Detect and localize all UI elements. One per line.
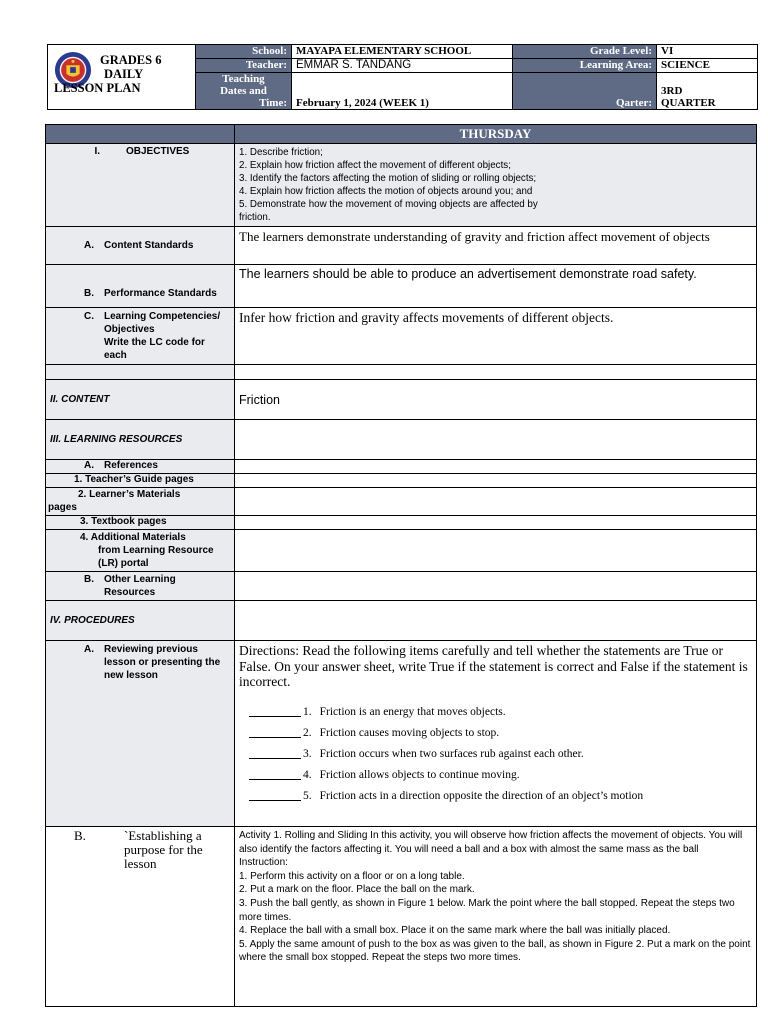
item-number: 5.: [303, 789, 312, 802]
content-standards-text: The learners demonstrate understanding of gravity and friction affect movement of objects: [235, 227, 757, 265]
objective-item: 2. Explain how friction affect the movement of different objects;: [239, 160, 511, 171]
competencies-label: [46, 308, 235, 365]
quarter-label: Qarter:: [513, 73, 657, 110]
header-info-table: [195, 44, 758, 110]
title-line-2: DAILY: [104, 67, 144, 81]
establishing-purpose-row: [46, 827, 757, 1007]
establishing-purpose-line: purpose for the: [124, 842, 203, 857]
references-title: References: [104, 460, 158, 471]
references-label: [46, 460, 235, 474]
dates-label: [196, 73, 292, 110]
answer-blank: [249, 727, 301, 738]
true-false-activity: [235, 641, 757, 827]
procedures-value: [235, 601, 757, 641]
grade-level-value: VI: [657, 45, 758, 59]
teachers-guide-row: [46, 474, 757, 488]
competencies-label-line: each: [104, 350, 127, 361]
directions-text: Directions: Read the following items carefully and tell whether the statements are True or False. On your answer sheet, write True if the statement is correct and False if the statement is incorrect.: [239, 643, 748, 689]
competencies-label-line: Write the LC code for: [104, 337, 205, 348]
content-section-label: II. CONTENT: [46, 380, 235, 420]
item-text: Friction acts in a direction opposite the direction of an object’s motion: [319, 789, 644, 802]
other-resources-label: [46, 572, 235, 601]
other-resources-row: [46, 572, 757, 601]
lesson-plan-table: [45, 124, 757, 1007]
learners-materials-label: [46, 488, 235, 516]
answer-blank: [249, 790, 301, 801]
activity-paragraph: 4. Replace the ball with a small box. Place it on the same mark where the ball was initially placed.: [239, 925, 671, 937]
teacher-label: Teacher:: [196, 59, 292, 73]
activity-text: [235, 827, 757, 1007]
resources-row: [46, 420, 757, 460]
dates-label-line-1: Teaching: [222, 73, 265, 85]
lesson-plan-header: [47, 44, 757, 110]
item-number: 2.: [303, 726, 312, 739]
content-row: [46, 380, 757, 420]
reviewing-label: [46, 641, 235, 827]
objectives-number: I.: [94, 146, 100, 157]
textbook-value: [235, 516, 757, 530]
performance-standards-text: The learners should be able to produce an advertisement demonstrate road safety.: [235, 265, 757, 308]
other-resources-line: Other Learning: [104, 574, 176, 585]
competencies-label-line: Objectives: [104, 324, 155, 335]
title-line-1: GRADES 6: [100, 53, 162, 67]
title-box: [47, 44, 197, 110]
additional-materials-label: [46, 530, 235, 572]
dates-value: February 1, 2024 (WEEK 1): [292, 73, 513, 110]
procedures-section-label: IV. PROCEDURES: [46, 601, 235, 641]
activity-paragraph: 2. Put a mark on the floor. Place the ball on the mark.: [239, 884, 475, 896]
activity-paragraph: 3. Push the ball gently, as shown in Figure 1 below. Mark the point where the ball stopped. Repeat the steps two more times.: [239, 897, 735, 923]
reviewing-label-line: new lesson: [104, 670, 158, 681]
objectives-row: [46, 144, 757, 227]
objective-item: 4. Explain how friction affects the motion of objects around you; and: [239, 186, 533, 197]
textbook-label: 3. Textbook pages: [46, 516, 235, 530]
references-letter: A.: [84, 460, 94, 471]
objective-item: 3. Identify the factors affecting the motion of sliding or rolling objects;: [239, 173, 537, 184]
quarter-value-line-2: QUARTER: [661, 97, 716, 109]
learners-materials-line: pages: [48, 502, 77, 513]
additional-materials-line: from Learning Resource: [98, 545, 214, 556]
lesson-plan-title: [54, 53, 161, 95]
activity-paragraph: Activity 1. Rolling and Sliding In this activity, you will observe how friction affects the movement of objects. You will also identify the factors affecting it. You will need a ball and a box with almost the same mass as the ball: [239, 830, 743, 855]
day-header-row: [46, 125, 757, 144]
school-value: MAYAPA ELEMENTARY SCHOOL: [292, 45, 513, 59]
reviewing-row: [46, 641, 757, 827]
additional-materials-value: [235, 530, 757, 572]
establishing-purpose-label: [46, 827, 235, 1007]
learners-materials-line: 2. Learner’s Materials: [78, 489, 181, 500]
performance-standards-letter: B.: [84, 288, 94, 299]
additional-materials-line: (LR) portal: [98, 558, 149, 569]
grade-level-label: Grade Level:: [513, 45, 657, 59]
content-standards-label: [46, 227, 235, 265]
competencies-text: Infer how friction and gravity affects movements of different objects.: [235, 308, 757, 365]
item-number: 1.: [303, 705, 312, 718]
spacer-row: [46, 365, 757, 380]
day-header-blank: [46, 125, 235, 144]
true-false-item: [249, 748, 752, 760]
quarter-value-line-1: 3RD: [661, 85, 683, 97]
spacer-cell: [235, 365, 757, 380]
teachers-guide-value: [235, 474, 757, 488]
dates-label-line-3: Time:: [259, 97, 287, 109]
objective-item: 5. Demonstrate how the movement of moving objects are affected by: [239, 199, 538, 210]
content-standards-letter: A.: [84, 240, 94, 251]
activity-paragraph: 1. Perform this activity on a floor or on a long table.: [239, 870, 465, 882]
item-text: Friction causes moving objects to stop.: [319, 726, 500, 739]
establishing-purpose-letter: B.: [74, 828, 86, 843]
objectives-title: OBJECTIVES: [126, 146, 190, 157]
true-false-item: [249, 727, 752, 739]
objective-item: 1. Describe friction;: [239, 147, 323, 158]
answer-blank: [249, 769, 301, 780]
reviewing-label-line: Reviewing previous: [104, 644, 198, 655]
answer-blank: [249, 748, 301, 759]
item-text: Friction allows objects to continue moving.: [319, 768, 520, 781]
true-false-item: [249, 790, 752, 802]
content-text: Friction: [235, 380, 757, 420]
other-resources-value: [235, 572, 757, 601]
teacher-value: EMMAR S. TANDANG: [292, 59, 513, 73]
procedures-row: [46, 601, 757, 641]
activity-paragraph: Instruction:: [239, 857, 288, 869]
reviewing-letter: A.: [84, 644, 94, 655]
other-resources-letter: B.: [84, 574, 94, 585]
additional-materials-line: 4. Additional Materials: [80, 532, 186, 543]
item-number: 3.: [303, 747, 312, 760]
day-header: THURSDAY: [235, 125, 757, 144]
textbook-row: [46, 516, 757, 530]
activity-paragraph: 5. Apply the same amount of push to the box as was given to the ball, as shown in Figure 2. Put a mark on the point where the small box stopped. Repeat the steps two more times.: [239, 938, 751, 964]
dates-label-line-2: Dates and: [220, 85, 267, 97]
other-resources-line: Resources: [104, 587, 156, 598]
learners-materials-row: [46, 488, 757, 516]
resources-value: [235, 420, 757, 460]
quarter-value: [657, 73, 758, 110]
learning-area-label: Learning Area:: [513, 59, 657, 73]
establishing-purpose-line: `Establishing a: [124, 828, 202, 843]
title-line-3: LESSON PLAN: [54, 81, 141, 95]
resources-section-label: III. LEARNING RESOURCES: [46, 420, 235, 460]
item-text: Friction is an energy that moves objects.: [319, 705, 506, 718]
item-number: 4.: [303, 768, 312, 781]
competencies-letter: C.: [84, 311, 94, 322]
performance-standards-row: [46, 265, 757, 308]
competencies-row: [46, 308, 757, 365]
spacer-cell: [46, 365, 235, 380]
performance-standards-title: Performance Standards: [104, 288, 217, 299]
learners-materials-value: [235, 488, 757, 516]
objectives-list: [235, 144, 757, 227]
objective-item: friction.: [239, 212, 271, 223]
true-false-item: [249, 769, 752, 781]
content-standards-title: Content Standards: [104, 240, 194, 251]
school-label: School:: [196, 45, 292, 59]
teachers-guide-label: 1. Teacher’s Guide pages: [46, 474, 235, 488]
reviewing-label-line: lesson or presenting the: [104, 657, 221, 668]
learning-area-value: SCIENCE: [657, 59, 758, 73]
content-standards-row: [46, 227, 757, 265]
answer-blank: [249, 706, 301, 717]
establishing-purpose-line: lesson: [124, 856, 157, 871]
competencies-label-line: Learning Competencies/: [104, 311, 221, 322]
performance-standards-label: [46, 265, 235, 308]
item-text: Friction occurs when two surfaces rub against each other.: [319, 747, 584, 760]
objectives-label: [46, 144, 235, 227]
additional-materials-row: [46, 530, 757, 572]
true-false-item: [249, 706, 752, 718]
references-value: [235, 460, 757, 474]
references-row: [46, 460, 757, 474]
